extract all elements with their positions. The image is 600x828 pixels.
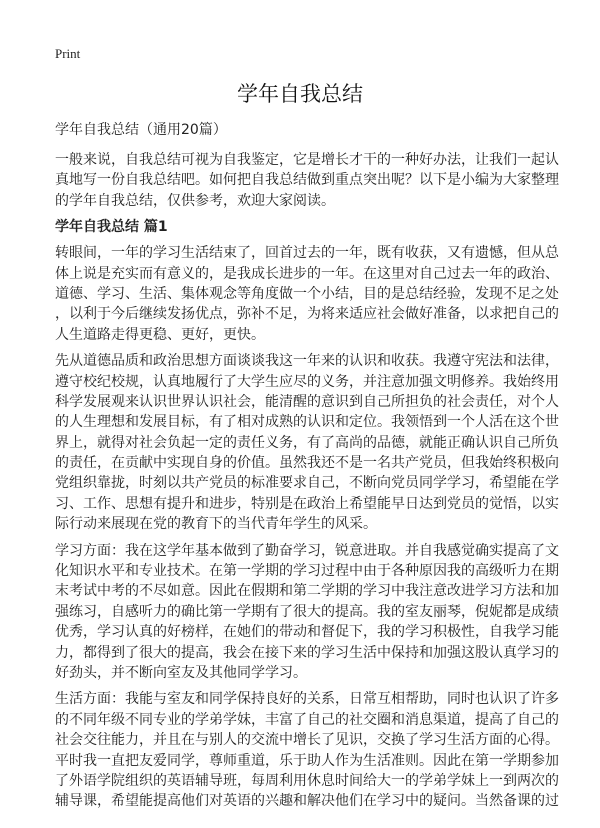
- text-line: ，以利于今后继续发扬优点，弥补不足，为将来适应社会做好准备，以求把自己的: [55, 306, 559, 323]
- text-line: 的责任，在贡献中实现自身的价值。虽然我还不是一名共产党员，但我始终积极向: [55, 455, 559, 472]
- text-line: 的学年自我总结，仅供参考，欢迎大家阅读。: [55, 192, 335, 209]
- paragraph: [55, 689, 559, 811]
- text-line: 转眼间，一年的学习生活结束了，回首过去的一年，既有收获，又有遗憾，但从总: [55, 245, 559, 262]
- section-heading: 学年自我总结 篇1: [55, 219, 168, 236]
- text-line: 人生道路走得更稳、更好，更快。: [55, 326, 265, 343]
- document-title: 学年自我总结: [237, 82, 363, 106]
- text-line: 先从道德品质和政治思想方面谈谈我这一年来的认识和收获。我遵守宪法和法律，: [55, 353, 559, 370]
- text-line: 的不同年级不同专业的学弟学妹，丰富了自己的社交圈和消息渠道，提高了自己的: [55, 711, 559, 728]
- document-subtitle: 学年自我总结（通用20篇）: [55, 122, 227, 138]
- document-body: [55, 120, 559, 818]
- intro-paragraph: [55, 150, 559, 211]
- text-line: 化知识水平和专业技术。在第一学期的学习过程中由于各种原因我的高级听力在期: [55, 563, 559, 580]
- text-line: 际行动来展现在党的教育下的当代青年学生的风采。: [55, 516, 377, 533]
- text-line: 真地写一份自我总结吧。如何把自我总结做到重点突出呢？以下是小编为大家整理: [55, 172, 559, 189]
- text-line: 遵守校纪校规，认真地履行了大学生应尽的义务，并注意加强文明修养。我始终用: [55, 373, 559, 390]
- text-line: 党组织靠拢，时刻以共产党员的标准要求自己，不断向党员同学学习，希望能在学: [55, 475, 559, 492]
- section-paragraphs: [55, 243, 559, 812]
- paragraph: [55, 541, 559, 684]
- text-line: 道德、学习、生活、集体观念等角度做一个小结，目的是总结经验，发现不足之处: [55, 285, 559, 302]
- text-line: 体上说是充实而有意义的，是我成长进步的一年。在这里对自己过去一年的政治、: [55, 265, 559, 282]
- text-line: 平时我一直把友爱同学，尊师重道，乐于助人作为生活准则。因此在第一学期参加: [55, 752, 559, 769]
- text-line: 辅导课，希望能提高他们对英语的兴趣和解决他们在学习中的疑问。当然备课的过: [55, 793, 559, 810]
- text-line: 界上，就得对社会负起一定的责任义务，有了高尚的品德，就能正确认识自己所负: [55, 434, 559, 451]
- text-line: 强练习，自感听力的确比第一学期有了很大的提高。我的室友丽琴，倪妮都是成绩: [55, 603, 559, 620]
- text-line: 社会交往能力，并且在与别人的交流中增长了见识，交换了学习生活方面的心得。: [55, 732, 559, 749]
- text-line: 力，都得到了很大的提高，我会在接下来的学习生活中保持和加强这股认真学习的: [55, 644, 559, 661]
- text-line: 了外语学院组织的英语辅导班，每周利用休息时间给大一的学弟学妹上一到两次的: [55, 772, 559, 789]
- paragraph: [55, 351, 559, 535]
- text-line: 的人生理想和发展目标，有了相对成熟的认识和定位。我领悟到一个人活在这个世: [55, 414, 559, 431]
- print-link[interactable]: Print: [55, 46, 81, 61]
- text-line: 优秀，学习认真的好榜样，在她们的带动和督促下，我的学习积极性，自我学习能: [55, 624, 559, 641]
- text-line: 末考试中考的不尽如意。因此在假期和第二学期的学习中我注意改进学习方法和加: [55, 583, 559, 600]
- text-line: 生活方面：我能与室友和同学保持良好的关系，日常互相帮助，同时也认识了许多: [55, 691, 559, 708]
- paragraph: [55, 243, 559, 345]
- text-line: 习、工作、思想有提升和进步，特别是在政治上希望能早日达到党员的觉悟，以实: [55, 495, 559, 512]
- text-line: 科学发展观来认识世界认识社会，能清醒的意识到自己所担负的社会责任，对个人: [55, 393, 559, 410]
- text-line: 学习方面：我在这学年基本做到了勤奋学习，锐意进取。并自我感觉确实提高了文: [55, 542, 559, 559]
- text-line: 好劲头，并不断向室友及其他同学学习。: [55, 664, 307, 681]
- text-line: 一般来说，自我总结可视为自我鉴定，它是增长才干的一种好办法，让我们一起认: [55, 152, 559, 168]
